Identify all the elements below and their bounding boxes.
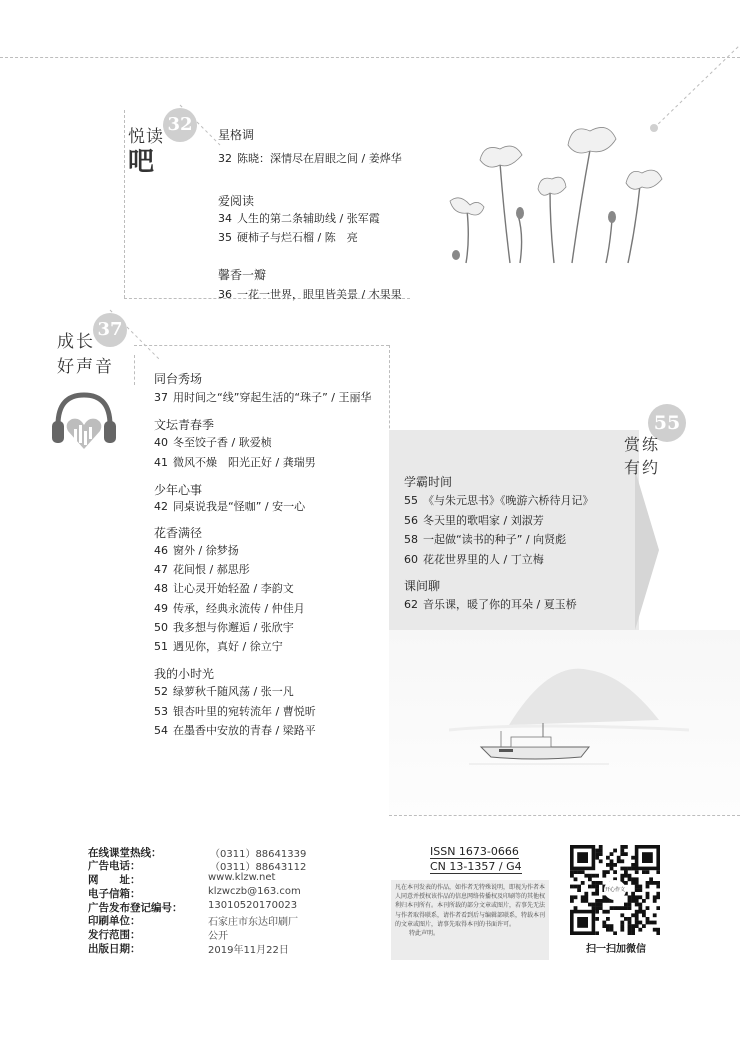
toc-entry[interactable] [218, 229, 358, 245]
printer-value: 石家庄市东达印刷厂 [208, 917, 298, 928]
shanglian-heading [624, 432, 660, 478]
notice-text: 凡在本刊发表的作品，如作者无特殊说明，即视为作者本人同意并授权该作品的信息网络传播权及印刷等的其他权利归本刊所有。本刊所载的部分文章或图片，若事先无法与作者取得联系，请作者看到后与编辑部联系，特载本刊的文章或图片，请事先取得本刊的书面许可。 [395, 884, 546, 928]
yuedu-page-badge: 32 [163, 108, 197, 142]
page-number: 50 [154, 621, 168, 634]
page-number: 60 [404, 553, 418, 566]
yuedu-heading-line2: 吧 [128, 147, 155, 177]
shanglian-heading-line1: 赏练 [624, 435, 661, 454]
group-title: 馨香一瓣 [218, 268, 267, 282]
toc-entry[interactable] [154, 619, 294, 635]
page-number: 48 [154, 582, 168, 595]
entry-title: 人生的第二条辅助线 / 张军霞 [237, 212, 380, 225]
page-number: 55 [404, 494, 418, 507]
toc-entry[interactable] [154, 683, 294, 699]
page-number: 56 [404, 514, 418, 527]
toc-entry[interactable] [154, 498, 305, 514]
page-number: 36 [218, 288, 232, 301]
page-number: 34 [218, 212, 232, 225]
toc-entry[interactable] [154, 434, 272, 450]
page-number: 53 [154, 705, 168, 718]
poppy-flowers-illustration [440, 105, 680, 265]
page-number: 54 [154, 724, 168, 737]
ad-license-value: 13010520170023 [208, 900, 298, 911]
info-label: 广告发布登记编号： [88, 902, 183, 914]
entry-title: 微风不燥 阳光正好 / 龚瑞男 [173, 456, 316, 469]
entry-title: 冬天里的歌唱家 / 刘淑芳 [423, 514, 544, 527]
chengzhang-bottom-line [389, 815, 740, 816]
page-number: 62 [404, 598, 418, 611]
group-title: 同台秀场 [154, 372, 203, 386]
shanglian-page-badge: 55 [648, 404, 686, 442]
yuedu-heading [128, 122, 164, 177]
toc-entry[interactable] [154, 454, 316, 470]
entry-title: 《与朱元思书》《晚游六桥待月记》 [423, 494, 594, 507]
misty-boat-landscape [389, 630, 740, 815]
entry-title: 让心灵开始轻盈 / 李韵文 [173, 582, 294, 595]
entry-title: 银杏叶里的宛转流年 / 曹悦昕 [173, 705, 316, 718]
chengzhang-heading-line2: 好声音 [57, 357, 114, 377]
entry-title: 同桌说我是“怪咖” / 安一心 [173, 500, 306, 513]
issn-line: ISSN 1673-0666 [430, 845, 519, 858]
info-label: 网 址： [88, 874, 141, 886]
publish-date-value: 2019年11月22日 [208, 945, 289, 956]
toc-entry[interactable] [404, 596, 577, 612]
toc-entry[interactable] [218, 210, 380, 226]
toc-entry[interactable] [154, 600, 305, 616]
chengzhang-heading-line1: 成长 [57, 332, 95, 352]
page-number: 52 [154, 685, 168, 698]
toc-entry[interactable] [154, 389, 372, 405]
group-title: 少年心事 [154, 483, 203, 497]
entry-title: 陈晓：深情尽在眉眼之间 / 姜烨华 [237, 152, 402, 165]
notice-end: 特此声明。 [409, 930, 440, 938]
qr-center-logo: 开心作文 [604, 880, 626, 900]
hotline-value: （0311）88641339 [210, 849, 307, 860]
entry-title: 在墨香中安放的青春 / 梁路平 [173, 724, 316, 737]
shanglian-heading-line2: 有约 [624, 458, 661, 477]
info-label: 出版日期： [88, 943, 141, 955]
page-number: 42 [154, 500, 168, 513]
toc-entry[interactable] [218, 286, 402, 302]
headphones-heart-icon [48, 385, 120, 457]
entry-title: 用时间之“线”穿起生活的“珠子” / 王丽华 [173, 391, 372, 404]
group-title: 星格调 [218, 128, 255, 142]
entry-title: 硬柿子与烂石榴 / 陈 亮 [237, 231, 358, 244]
page-number: 51 [154, 640, 168, 653]
entry-title: 绿萝秋千随风荡 / 张一凡 [173, 685, 294, 698]
chengzhang-page-badge: 37 [93, 313, 127, 347]
page-number: 41 [154, 456, 168, 469]
entry-title: 传承，经典永流传 / 仲佳月 [173, 602, 305, 615]
page-number: 58 [404, 533, 418, 546]
group-title: 花香满径 [154, 526, 203, 540]
email-link[interactable]: klzwczb@163.com [208, 886, 301, 897]
toc-entry[interactable] [404, 531, 566, 547]
entry-title: 一花一世界，眼里皆美景 / 木果果 [237, 288, 402, 301]
qr-caption: 扫一扫加微信 [586, 944, 646, 955]
group-title: 我的小时光 [154, 667, 215, 681]
group-title: 课间聊 [404, 579, 441, 593]
entry-title: 花花世界里的人 / 丁立梅 [423, 553, 544, 566]
page-number: 47 [154, 563, 168, 576]
info-label: 电子信箱： [88, 888, 141, 900]
page-number: 35 [218, 231, 232, 244]
entry-title: 窗外 / 徐梦扬 [173, 544, 239, 557]
info-label: 印刷单位： [88, 915, 141, 927]
page-number: 37 [154, 391, 168, 404]
entry-title: 遇见你，真好 / 徐立宁 [173, 640, 283, 653]
info-label: 在线课堂热线： [88, 847, 162, 859]
toc-entry[interactable] [404, 512, 544, 528]
info-label: 发行范围： [88, 929, 141, 941]
panel-corner-fold [635, 470, 665, 635]
toc-entry[interactable] [404, 551, 544, 567]
cn-line: CN 13-1357 / G4 [430, 860, 522, 873]
group-title: 爱阅读 [218, 194, 255, 208]
group-title: 学霸时间 [404, 475, 453, 489]
entry-title: 音乐课，暖了你的耳朵 / 夏玉桥 [423, 598, 577, 611]
toc-entry[interactable] [154, 561, 250, 577]
entry-title: 一起做“读书的种子” / 向贤彪 [423, 533, 567, 546]
page-number: 49 [154, 602, 168, 615]
page-number: 46 [154, 544, 168, 557]
yuedu-heading-line1: 悦读 [128, 127, 164, 147]
toc-entry[interactable] [404, 492, 594, 508]
toc-entry[interactable] [154, 703, 316, 719]
toc-entry[interactable] [218, 150, 402, 166]
distribution-value: 公开 [208, 931, 228, 942]
entry-title: 冬至饺子香 / 耿爱桢 [173, 436, 272, 449]
website-link[interactable]: www.klzw.net [208, 872, 276, 883]
toc-entry[interactable] [154, 542, 239, 558]
toc-entry[interactable] [154, 580, 294, 596]
page-number: 40 [154, 436, 168, 449]
page-number: 32 [218, 152, 232, 165]
ad-phone-value: （0311）88643112 [210, 862, 307, 873]
entry-title: 花间恨 / 郝思彤 [173, 563, 250, 576]
entry-title: 我多想与你邂逅 / 张欣宇 [173, 621, 294, 634]
toc-entry[interactable] [154, 722, 316, 738]
toc-entry[interactable] [154, 638, 283, 654]
copyright-notice [391, 880, 549, 960]
group-title: 文坛青春季 [154, 418, 215, 432]
info-label: 广告电话： [88, 860, 141, 872]
